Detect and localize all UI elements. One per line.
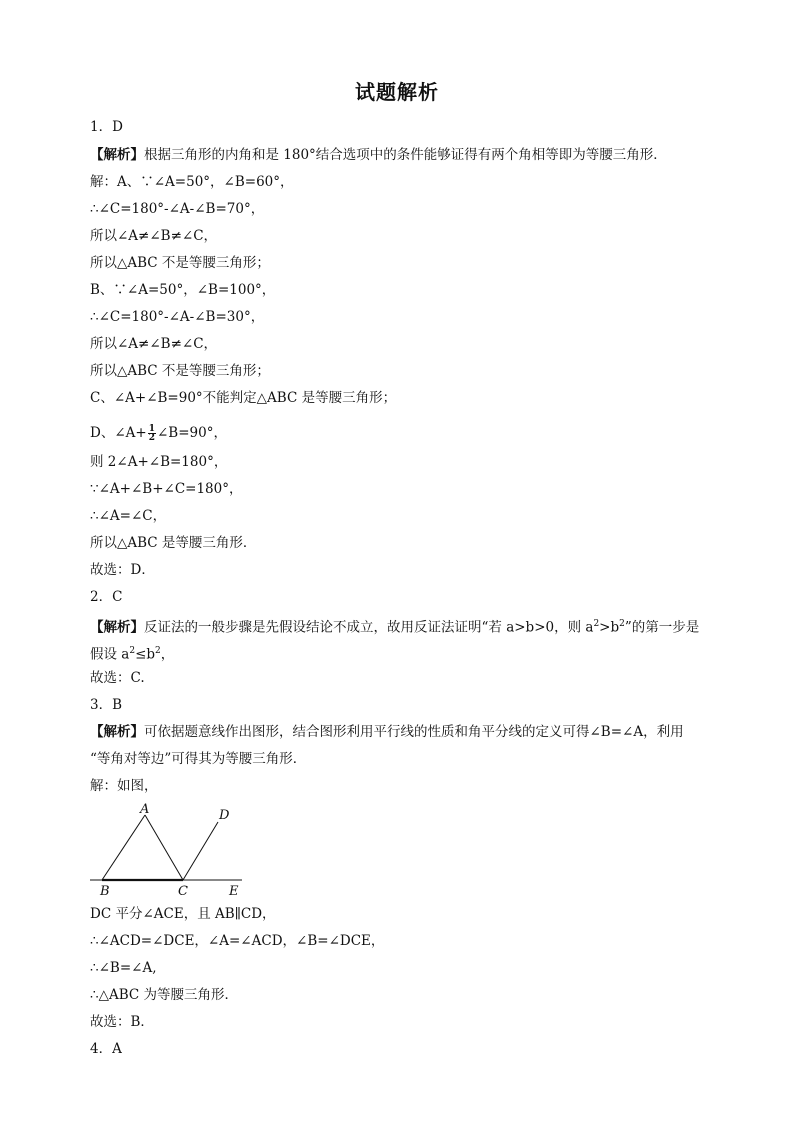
- q2-sup-3: 2: [129, 646, 136, 656]
- q2-analysis-tag: 【解析】: [90, 619, 144, 636]
- q2-sup-2: 2: [619, 619, 625, 629]
- label-e: E: [229, 884, 239, 899]
- label-c: C: [178, 884, 188, 899]
- q2-line-2: [90, 641, 730, 665]
- fraction-numerator: 1: [148, 424, 155, 434]
- q1-line-13: ∴∠A=∠C，: [90, 508, 167, 524]
- q1-line-14: 所以△ABC 是等腰三角形．: [90, 535, 257, 551]
- q3-line-3: ∴∠B=∠A,: [90, 960, 157, 976]
- q2-analysis-c: ”的第一步是: [624, 619, 700, 636]
- geometry-figure: [88, 800, 248, 900]
- q1-line-9: C、∠A+∠B=90°不能判定△ABC 是等腰三角形；: [90, 390, 397, 406]
- q2-line2-a: 假设 a: [90, 646, 130, 663]
- q1-line-5: B、∵∠A=50°，∠B=100°，: [90, 282, 276, 298]
- q2-sup-4: 2: [155, 646, 161, 656]
- segment-ab: [102, 815, 145, 880]
- q1-answer: 1．D: [90, 119, 123, 135]
- q2-line2-b: ≤b: [135, 646, 156, 663]
- q2-analysis: [90, 614, 730, 638]
- segment-ac: [145, 815, 183, 880]
- q3-analysis-tag: 【解析】: [90, 724, 144, 740]
- q1-line-8: 所以△ABC 不是等腰三角形；: [90, 363, 270, 379]
- q2-sup-1: 2: [593, 619, 600, 629]
- page-title: 试题解析: [355, 80, 439, 104]
- q3-line-2: ∴∠ACD=∠DCE，∠A=∠ACD，∠B=∠DCE，: [90, 933, 385, 949]
- q3-analysis: [90, 722, 730, 742]
- q4-answer: 4．A: [90, 1041, 122, 1057]
- q2-line2-c: ，: [160, 646, 175, 663]
- q1-line-6: ∴∠C=180°-∠A-∠B=30°，: [90, 309, 265, 325]
- q1-line-2: ∴∠C=180°-∠A-∠B=70°，: [90, 201, 265, 217]
- q3-solve: 解：如图，: [90, 778, 158, 794]
- q2-analysis-b: >b: [599, 619, 620, 636]
- q1-line-15: 故选：D．: [90, 562, 155, 578]
- q2-answer: 2．C: [90, 589, 123, 605]
- q3-answer: 3．B: [90, 697, 123, 713]
- fraction-half: [148, 425, 156, 442]
- q3-line-1: DC 平分∠ACE，且 AB∥CD，: [90, 906, 276, 922]
- label-a: A: [140, 802, 150, 817]
- q3-analysis-2: “等角对等边”可得其为等腰三角形．: [90, 751, 307, 767]
- q1-line-3: 所以∠A≠∠B≠∠C，: [90, 228, 218, 244]
- label-b: B: [100, 884, 110, 899]
- q1-analysis-tag: 【解析】: [90, 147, 144, 163]
- q1-d-prefix: D、∠A+: [90, 425, 147, 441]
- q1-line-12: ∵∠A+∠B+∠C=180°，: [90, 481, 243, 497]
- q1-line-4: 所以△ABC 不是等腰三角形；: [90, 255, 270, 271]
- q1-analysis-text: 根据三角形的内角和是 180°结合选项中的条件能够证得有两个角相等即为等腰三角形．: [144, 147, 667, 163]
- q1-line-7: 所以∠A≠∠B≠∠C，: [90, 336, 218, 352]
- q1-line-1: 解：A、∵∠A=50°，∠B=60°，: [90, 174, 294, 190]
- q3-line-4: ∴△ABC 为等腰三角形．: [90, 987, 239, 1003]
- q1-line-11: 则 2∠A+∠B=180°，: [90, 454, 228, 470]
- q3-analysis-text: 可依据题意线作出图形，结合图形利用平行线的性质和角平分线的定义可得∠B=∠A，利用: [144, 724, 684, 740]
- q1-analysis: [90, 145, 730, 165]
- q1-option-d: [90, 423, 730, 443]
- label-d: D: [219, 808, 230, 823]
- q2-analysis-a: 反证法的一般步骤是先假设结论不成立，故用反证法证明“若 a>b>0，则 a: [144, 619, 594, 636]
- fraction-denominator: 2: [148, 433, 155, 443]
- segment-cd: [183, 822, 218, 880]
- q2-choose: 故选：C.: [90, 670, 145, 686]
- q3-line-5: 故选：B．: [90, 1014, 154, 1030]
- q1-d-suffix: ∠B=90°，: [156, 425, 227, 441]
